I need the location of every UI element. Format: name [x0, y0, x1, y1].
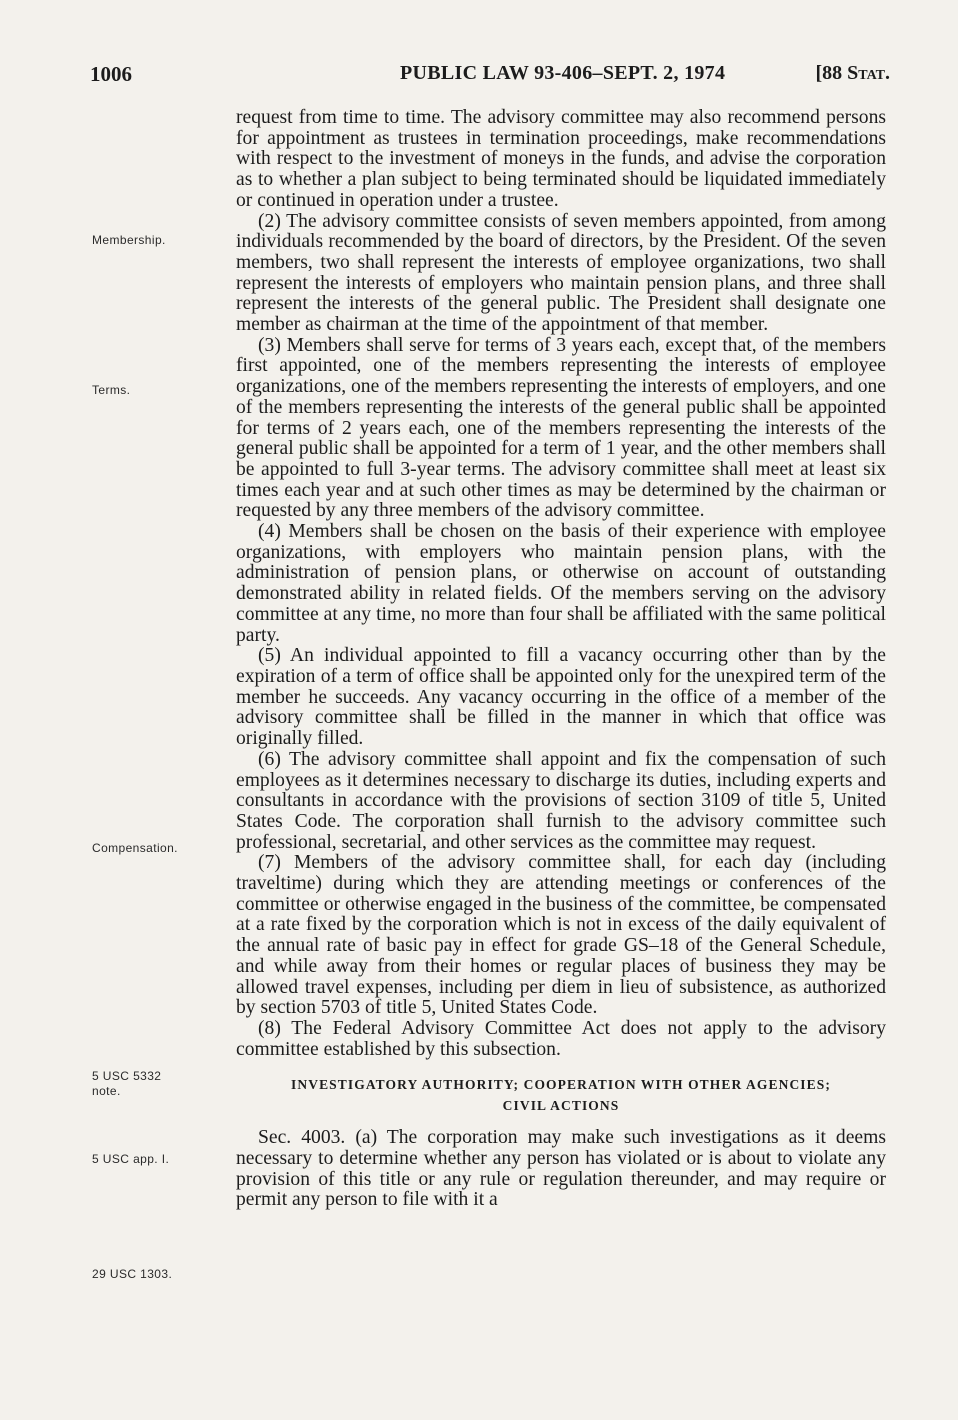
section-heading-line2: CIVIL ACTIONS [502, 1098, 620, 1114]
paragraph-continuation: request from time to time. The advisory committee may also recommend persons for appointment as trustees in termination proceedings, make recommendations with respect to the investment of moneys in the funds, and advise the corporation as to whether a plan subject to being terminated should be liquidated immediately or continued in operation under a trustee. [236, 107, 886, 211]
paragraph-6-staff: (6) The advisory committee shall appoint and fix the compensation of such employees as it determines necessary to discharge its duties, including experts and consultants in accordance with the provisions of section 3109 of title 5, United States Code. The corporation shall furnish to the advisory committee such professional, secretarial, and other services as the committee may request. [236, 748, 886, 853]
margin-note-usc-5332-line1: 5 USC 5332 [92, 1069, 162, 1083]
section-4003-paragraph [236, 1128, 886, 1211]
paragraph-2-membership: (2) The advisory committee consists of seven members appointed, from among individuals recommended by the board of directors, by the President. Of the seven members, two shall represent the interests of employee organizations, two shall represent the interests of employers who maintain pension plans, and three shall represent the interests of the general public. The President shall designate one member as chairman at the time of the appointment of that member. [236, 210, 886, 336]
margin-note-membership: Membership. [92, 233, 166, 247]
statute-label: Stat. [847, 62, 890, 84]
statute-reference [815, 62, 890, 85]
paragraph-8-faca: (8) The Federal Advisory Committee Act does not apply to the advisory committee established by this subsection. [236, 1017, 886, 1060]
margin-note-usc-5332-line2: note. [92, 1084, 121, 1098]
page-number: 1006 [90, 62, 132, 86]
paragraph-4-qualifications: (4) Members shall be chosen on the basis of their experience with employee organizations, with employers who maintain pension plans, with the administration of pension plans, or otherwise on account of outstanding demonstrated ability in related fields. Of the members serving on the advisory committee at any time, no more than four shall be affiliated with the same political party. [236, 521, 886, 646]
running-header [90, 62, 890, 92]
paragraph-5-vacancies: (5) An individual appointed to fill a vacancy occurring other than by the expiration of a term of office shall be appointed only for the unexpired term of the member he succeeds. Any vacancy occurring in the office of a member of the advisory committee shall be filled in the manner in which that office was originally filled. [236, 645, 886, 750]
margin-note-compensation: Compensation. [92, 841, 178, 855]
section-text: (a) The corporation may make such investigations as it deems necessary to determine whether any person has violated or is about to violate any provision of this title or any rule or regulation thereunder, and may require or permit any person to file with it a [236, 1127, 886, 1211]
paragraph-3-terms: (3) Members shall serve for terms of 3 years each, except that, of the members first appointed, one of the members representing the interests of employee organizations, one of the members representing the interests of employers, and one of the members representing the interests of the general public shall be appointed for terms of 2 years each, one of the members representing the interests of the general public shall be appointed for a term of 1 year, and the other members shall be appointed to full 3-year terms. The advisory committee shall meet at least six times each year and at such other times as may be determined by the chairman or requested by any three members of the advisory committee. [236, 334, 886, 522]
margin-note-usc-1303: 29 USC 1303. [92, 1267, 173, 1281]
header-title: PUBLIC LAW 93-406–SEPT. 2, 1974 [400, 62, 726, 84]
body-text [236, 108, 886, 1211]
margin-note-usc-5332 [92, 1069, 222, 1099]
section-heading-line1: INVESTIGATORY AUTHORITY; COOPERATION WITH OTHER AGENCIES; [291, 1077, 831, 1093]
statute-bracket: [88 [815, 62, 848, 84]
margin-note-terms: Terms. [92, 383, 131, 397]
margin-note-usc-app: 5 USC app. I. [92, 1152, 170, 1166]
section-heading [236, 1074, 886, 1116]
paragraph-7-compensation: (7) Members of the advisory committee shall, for each day (including traveltime) during which they are attending meetings or conferences of the committee or otherwise engaged in the business of the committee, be compensated at a rate fixed by the corporation which is not in excess of the daily equivalent of the annual rate of basic pay in effect for grade GS–18 of the General Schedule, and while away from their homes or regular places of business they may be allowed travel expenses, including per diem in lieu of subsistence, as authorized by section 5703 of title 5, United States Code. [236, 852, 886, 1019]
section-label: Sec. 4003. [258, 1127, 346, 1149]
